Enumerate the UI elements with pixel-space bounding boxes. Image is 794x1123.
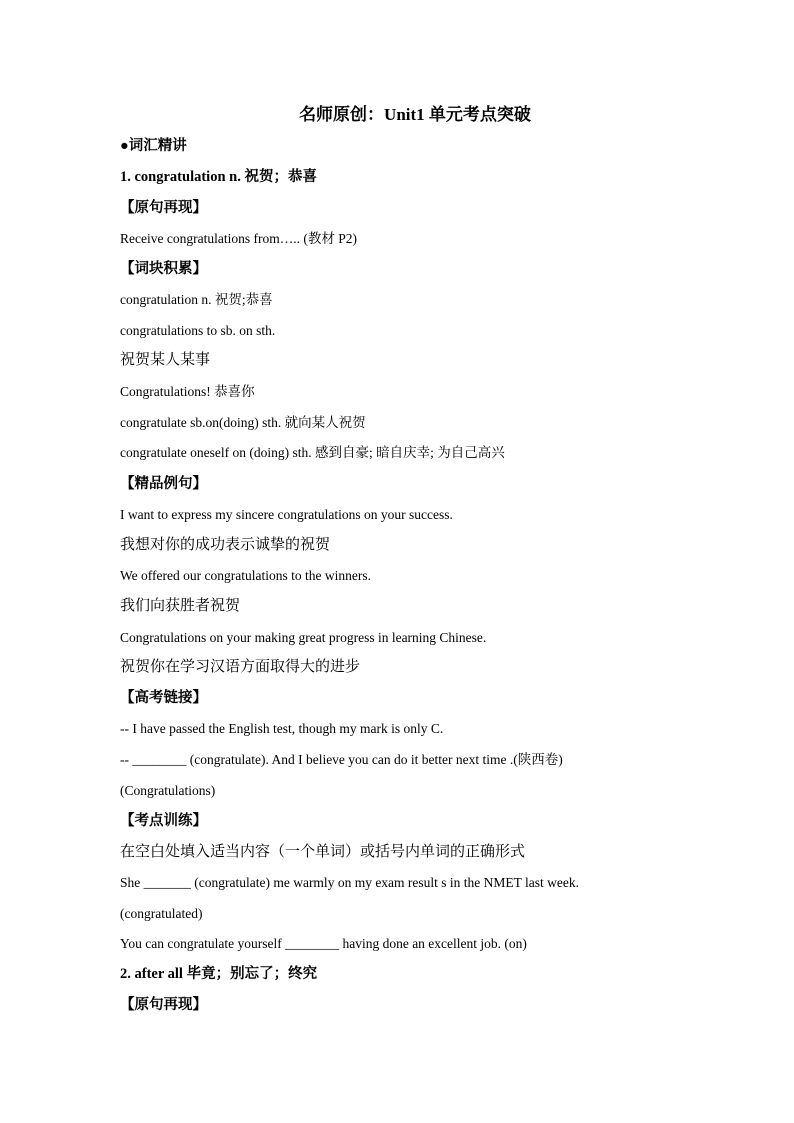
text-line: 祝贺你在学习汉语方面取得大的进步 — [120, 659, 361, 675]
text-line: Congratulations! 恭喜你 — [120, 384, 255, 399]
text-line: congratulate oneself on (doing) sth. 感到自豪; 暗自庆幸; 为自己高兴 — [120, 445, 505, 460]
section-heading-vocabulary: ●词汇精讲 — [120, 138, 187, 154]
vocab-entry-heading: 1. congratulation n. 祝贺；恭喜 — [120, 169, 317, 185]
subsection-heading: 【词块积累】 — [120, 261, 207, 277]
text-line: (Congratulations) — [120, 783, 216, 798]
text-line: 祝贺某人某事 — [120, 352, 211, 368]
text-line: You can congratulate yourself ________ having done an excellent job. (on) — [120, 936, 527, 951]
text-line: 我们向获胜者祝贺 — [120, 598, 241, 614]
text-line: Receive congratulations from….. (教材 P2) — [120, 231, 357, 246]
text-line: Congratulations on your making great progress in learning Chinese. — [120, 630, 487, 645]
text-line: (congratulated) — [120, 906, 203, 921]
subsection-heading: 【原句再现】 — [120, 200, 207, 216]
text-line: -- ________ (congratulate). And I believe you can do it better next time .(陕西卷) — [120, 752, 563, 767]
text-line: congratulations to sb. on sth. — [120, 323, 276, 338]
text-line: We offered our congratulations to the winners. — [120, 568, 371, 583]
vocab-entry-heading: 2. after all 毕竟；别忘了；终究 — [120, 966, 318, 982]
document-title: 名师原创：Unit1 单元考点突破 — [299, 105, 531, 124]
text-line: She _______ (congratulate) me warmly on my exam result s in the NMET last week. — [120, 875, 580, 890]
subsection-heading: 【考点训练】 — [120, 813, 207, 829]
text-line: -- I have passed the English test, though my mark is only C. — [120, 721, 444, 736]
text-line: congratulate sb.on(doing) sth. 就向某人祝贺 — [120, 415, 366, 430]
subsection-heading: 【精品例句】 — [120, 476, 207, 492]
subsection-heading: 【高考链接】 — [120, 690, 207, 706]
subsection-heading: 【原句再现】 — [120, 997, 207, 1013]
text-line: 我想对你的成功表示诚挚的祝贺 — [120, 537, 331, 553]
text-line: I want to express my sincere congratulations on your success. — [120, 507, 453, 522]
text-line: 在空白处填入适当内容（一个单词）或括号内单词的正确形式 — [120, 844, 526, 860]
text-line: congratulation n. 祝贺;恭喜 — [120, 292, 273, 307]
